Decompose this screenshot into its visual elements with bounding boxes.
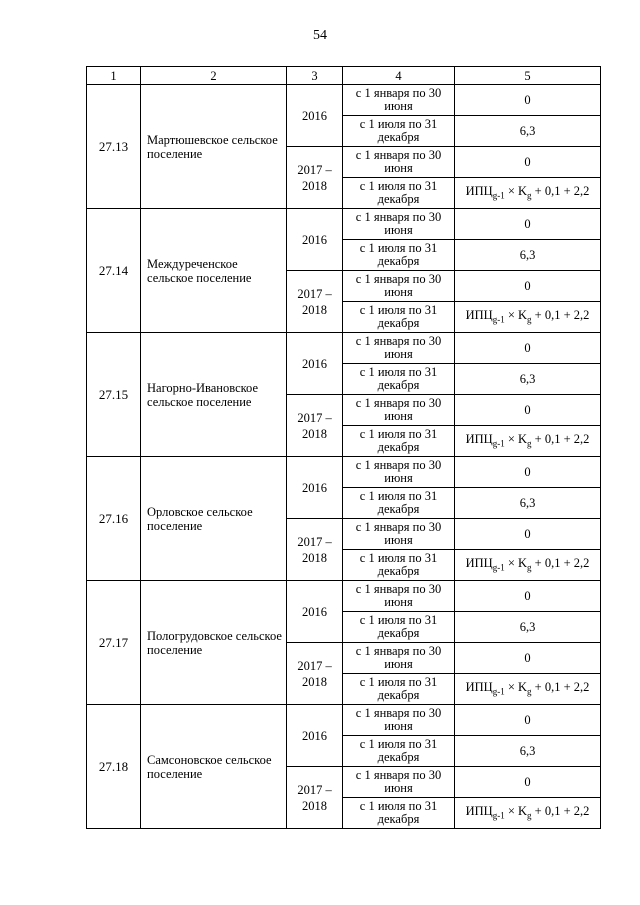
value-cell: 6,3 [455,736,601,767]
formula-part: g-1 [492,438,505,449]
year-cell: 2017 – 2018 [287,643,343,705]
formula-part: + 0,1 + 2,2 [531,555,590,570]
row-index: 27.18 [87,705,141,829]
period-cell: с 1 июля по 31 декабря [343,612,455,643]
value-cell: 6,3 [455,488,601,519]
col-header: 4 [343,67,455,85]
col-header: 5 [455,67,601,85]
formula-part: + 0,1 + 2,2 [531,431,590,446]
period-cell: с 1 января по 30 июня [343,705,455,736]
year-cell: 2017 – 2018 [287,271,343,333]
period-cell: с 1 июля по 31 декабря [343,488,455,519]
period-cell: с 1 января по 30 июня [343,581,455,612]
year-cell: 2016 [287,85,343,147]
value-cell: 0 [455,85,601,116]
formula-part: g-1 [492,562,505,573]
formula-cell [455,302,601,333]
table-row [87,333,601,364]
period-cell: с 1 января по 30 июня [343,519,455,550]
formula-cell [455,674,601,705]
table-row [87,457,601,488]
value-cell: 0 [455,643,601,674]
table-row [87,581,601,612]
formula-part: + 0,1 + 2,2 [531,679,590,694]
table-row [87,209,601,240]
formula-part: + 0,1 + 2,2 [531,307,590,322]
period-cell: с 1 июля по 31 декабря [343,178,455,209]
formula-part: × K [504,307,528,322]
value-cell: 6,3 [455,240,601,271]
period-cell: с 1 июля по 31 декабря [343,736,455,767]
formula-part: g-1 [492,314,505,325]
year-cell: 2017 – 2018 [287,395,343,457]
table-body [87,85,601,829]
value-cell: 0 [455,457,601,488]
table-row [87,705,601,736]
period-cell: с 1 января по 30 июня [343,271,455,302]
row-index: 27.14 [87,209,141,333]
value-cell: 6,3 [455,364,601,395]
table-row [87,85,601,116]
formula-part: g-1 [492,190,505,201]
formula-part: × K [504,803,528,818]
year-cell: 2016 [287,581,343,643]
period-cell: с 1 июля по 31 декабря [343,798,455,829]
year-cell: 2016 [287,705,343,767]
value-cell: 6,3 [455,116,601,147]
value-cell: 0 [455,395,601,426]
value-cell: 0 [455,333,601,364]
period-cell: с 1 июля по 31 декабря [343,240,455,271]
row-index: 27.17 [87,581,141,705]
formula-part: ИПЦ [465,431,493,446]
formula-cell [455,798,601,829]
year-cell: 2016 [287,209,343,271]
formula-part: g-1 [492,686,505,697]
formula-part: g-1 [492,810,505,821]
formula-cell [455,426,601,457]
year-cell: 2017 – 2018 [287,519,343,581]
header-row [87,67,601,85]
period-cell: с 1 января по 30 июня [343,457,455,488]
formula-part: g [527,190,532,201]
value-cell: 0 [455,705,601,736]
formula-part: ИПЦ [465,183,493,198]
period-cell: с 1 января по 30 июня [343,643,455,674]
year-cell: 2016 [287,457,343,519]
period-cell: с 1 января по 30 июня [343,147,455,178]
year-cell: 2016 [287,333,343,395]
formula-part: ИПЦ [465,555,493,570]
formula-part: g [527,562,532,573]
period-cell: с 1 января по 30 июня [343,209,455,240]
value-cell: 6,3 [455,612,601,643]
formula-part: g [527,438,532,449]
formula-cell [455,550,601,581]
tariff-table [86,66,601,829]
settlement-name: Орловское сельское поселение [141,457,287,581]
col-header: 2 [141,67,287,85]
year-cell: 2017 – 2018 [287,147,343,209]
period-cell: с 1 июля по 31 декабря [343,426,455,457]
value-cell: 0 [455,581,601,612]
formula-part: g [527,314,532,325]
period-cell: с 1 января по 30 июня [343,767,455,798]
value-cell: 0 [455,209,601,240]
formula-part: × K [504,183,528,198]
settlement-name: Нагорно-Ивановское сельское поселение [141,333,287,457]
formula-part: g [527,686,532,697]
formula-part: × K [504,431,528,446]
settlement-name: Пологрудовское сельское поселение [141,581,287,705]
value-cell: 0 [455,147,601,178]
settlement-name: Самсоновское сельское поселение [141,705,287,829]
formula-part: × K [504,555,528,570]
settlement-name: Мартюшевское сельское поселение [141,85,287,209]
year-cell: 2017 – 2018 [287,767,343,829]
period-cell: с 1 января по 30 июня [343,333,455,364]
formula-part: ИПЦ [465,307,493,322]
page-number: 54 [313,28,327,43]
formula-part: g [527,810,532,821]
period-cell: с 1 июля по 31 декабря [343,116,455,147]
col-header: 3 [287,67,343,85]
row-index: 27.16 [87,457,141,581]
col-header: 1 [87,67,141,85]
value-cell: 0 [455,519,601,550]
row-index: 27.13 [87,85,141,209]
value-cell: 0 [455,271,601,302]
period-cell: с 1 июля по 31 декабря [343,550,455,581]
settlement-name: Междуреченское сельское поселение [141,209,287,333]
value-cell: 0 [455,767,601,798]
period-cell: с 1 июля по 31 декабря [343,302,455,333]
formula-cell [455,178,601,209]
period-cell: с 1 января по 30 июня [343,395,455,426]
period-cell: с 1 июля по 31 декабря [343,364,455,395]
formula-part: ИПЦ [465,803,493,818]
period-cell: с 1 июля по 31 декабря [343,674,455,705]
formula-part: + 0,1 + 2,2 [531,803,590,818]
formula-part: + 0,1 + 2,2 [531,183,590,198]
formula-part: × K [504,679,528,694]
period-cell: с 1 января по 30 июня [343,85,455,116]
row-index: 27.15 [87,333,141,457]
formula-part: ИПЦ [465,679,493,694]
